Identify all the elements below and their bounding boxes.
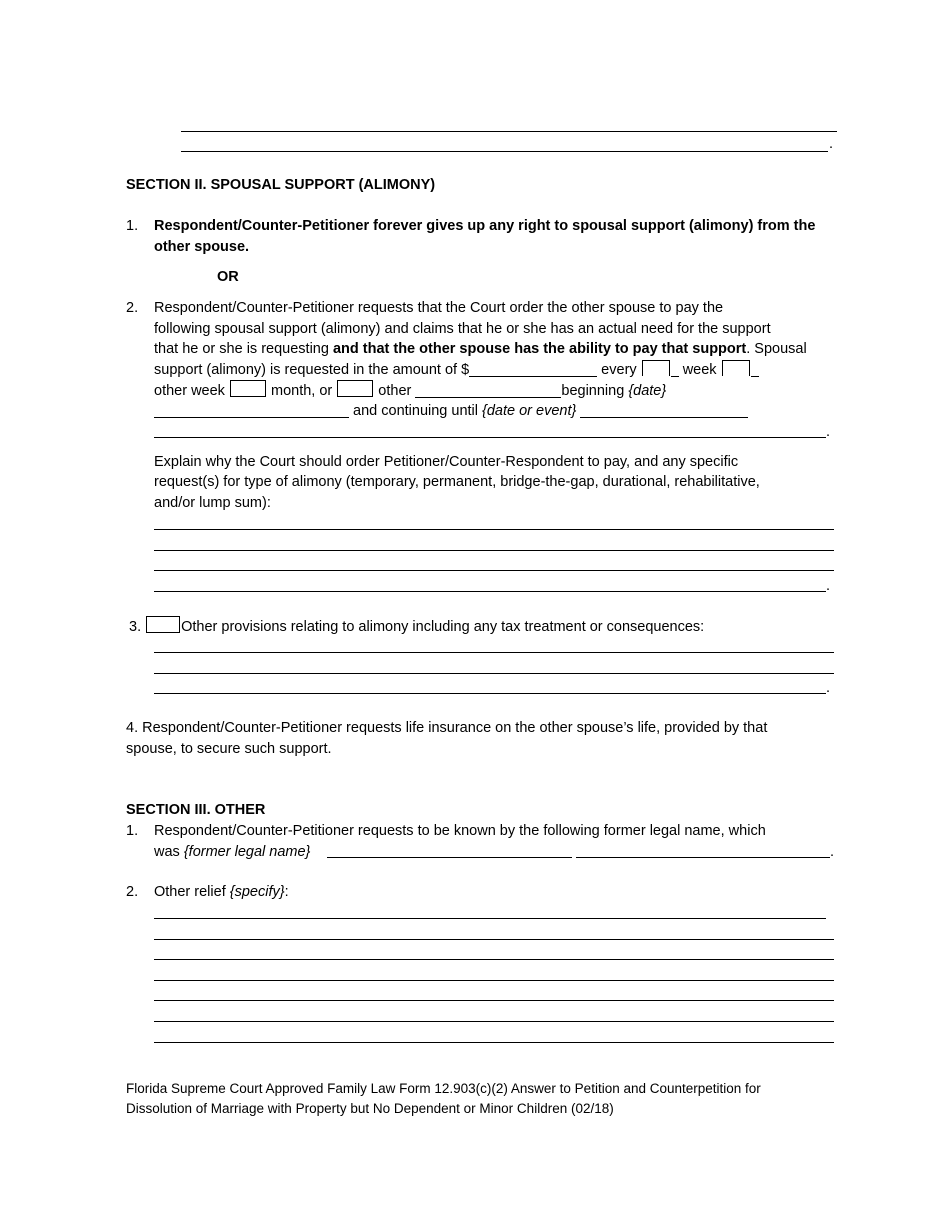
fill-line[interactable] xyxy=(154,939,834,940)
s3-item1-line2 xyxy=(154,842,310,862)
fill-line[interactable] xyxy=(154,529,834,530)
item2-text-line5 xyxy=(154,380,666,401)
fill-line[interactable] xyxy=(181,131,837,132)
other-provisions-checkbox[interactable] xyxy=(146,616,180,633)
item4-line2: spouse, to secure such support. xyxy=(126,741,332,757)
period: . xyxy=(830,844,835,860)
fill-line[interactable] xyxy=(154,591,826,592)
week-checkbox[interactable] xyxy=(722,360,750,376)
item-number: 2. xyxy=(126,884,139,900)
text: month, or xyxy=(266,383,337,399)
other-relief-label xyxy=(154,882,289,902)
fill-line[interactable] xyxy=(154,570,834,571)
former-name-field[interactable] xyxy=(327,857,572,858)
text: Other relief xyxy=(154,884,230,900)
fill-line[interactable] xyxy=(154,1000,834,1001)
item-number: 1. xyxy=(126,218,139,234)
period: . xyxy=(826,424,831,440)
blank xyxy=(751,362,759,377)
date-placeholder: {date} xyxy=(628,383,667,399)
bold-text: and that the other spouse has the ability to pay that support xyxy=(332,341,747,357)
fill-line[interactable] xyxy=(154,693,826,694)
item1-text-line2: other spouse. xyxy=(154,239,250,255)
text: week xyxy=(678,362,721,378)
explain-line2: request(s) for type of alimony (temporary, permanent, bridge-the-gap, durational, rehabilitative, xyxy=(154,474,760,490)
fill-line[interactable] xyxy=(154,918,826,919)
item4-line1: 4. Respondent/Counter-Petitioner requests life insurance on the other spouse’s life, provided by that xyxy=(126,720,768,736)
period: . xyxy=(829,136,834,152)
month-checkbox[interactable] xyxy=(337,380,373,397)
fill-line[interactable] xyxy=(154,652,834,653)
fill-line[interactable] xyxy=(181,151,828,152)
text: was xyxy=(154,844,184,860)
text: . Spousal xyxy=(746,341,807,357)
item-number: 1. xyxy=(126,823,139,839)
former-name-field[interactable] xyxy=(576,857,830,858)
item-number: 2. xyxy=(126,300,139,316)
blank xyxy=(671,362,679,377)
item2-text-line6 xyxy=(154,401,748,421)
fill-line[interactable] xyxy=(154,437,826,438)
text: other xyxy=(374,383,416,399)
item-number: 3. xyxy=(129,619,142,635)
footer-line1: Florida Supreme Court Approved Family Law Form 12.903(c)(2) Answer to Petition and Counterpetition for xyxy=(126,1081,761,1096)
text: that he or she is requesting xyxy=(154,341,333,357)
date-event-placeholder: {date or event} xyxy=(482,403,577,419)
fill-line[interactable] xyxy=(154,1021,834,1022)
former-name-placeholder: {former legal name} xyxy=(183,844,311,860)
section-iii-heading: SECTION III. OTHER xyxy=(126,802,266,818)
text: : xyxy=(284,884,289,900)
text: beginning xyxy=(561,383,629,399)
amount-field[interactable] xyxy=(469,362,597,377)
explain-line1: Explain why the Court should order Petitioner/Counter-Respondent to pay, and any specific xyxy=(154,454,739,470)
text: support (alimony) is requested in the amount of $ xyxy=(154,362,470,378)
section-ii-heading: SECTION II. SPOUSAL SUPPORT (ALIMONY) xyxy=(126,177,436,193)
footer-line2: Dissolution of Marriage with Property but No Dependent or Minor Children (02/18) xyxy=(126,1101,614,1116)
beginning-date-field[interactable] xyxy=(154,403,349,418)
every-checkbox[interactable] xyxy=(642,360,670,376)
item2-text-line2: following spousal support (alimony) and claims that he or she has an actual need for the support xyxy=(154,321,771,337)
period: . xyxy=(826,680,831,696)
other-week-checkbox[interactable] xyxy=(230,380,266,397)
period: . xyxy=(826,578,831,594)
text: other week xyxy=(154,383,229,399)
or-separator: OR xyxy=(217,269,239,285)
item1-text-line1: Respondent/Counter-Petitioner forever gives up any right to spousal support (alimony) from the xyxy=(154,218,816,234)
until-field[interactable] xyxy=(580,403,748,418)
text: and continuing until xyxy=(349,403,483,419)
item2-text-line3 xyxy=(154,339,807,359)
fill-line[interactable] xyxy=(154,980,834,981)
fill-line[interactable] xyxy=(154,673,834,674)
other-field[interactable] xyxy=(415,383,561,398)
specify-placeholder: {specify} xyxy=(229,884,285,900)
item2-text-line1: Respondent/Counter-Petitioner requests that the Court order the other spouse to pay the xyxy=(154,300,724,316)
item3-line xyxy=(129,616,704,637)
explain-line3: and/or lump sum): xyxy=(154,495,271,511)
item3-text: Other provisions relating to alimony including any tax treatment or consequences: xyxy=(181,619,705,635)
s3-item1-line1: Respondent/Counter-Petitioner requests to be known by the following former legal name, which xyxy=(154,823,766,839)
item2-text-line4 xyxy=(154,360,759,380)
fill-line[interactable] xyxy=(154,550,834,551)
fill-line[interactable] xyxy=(154,959,834,960)
text: every xyxy=(597,362,641,378)
fill-line[interactable] xyxy=(154,1042,834,1043)
